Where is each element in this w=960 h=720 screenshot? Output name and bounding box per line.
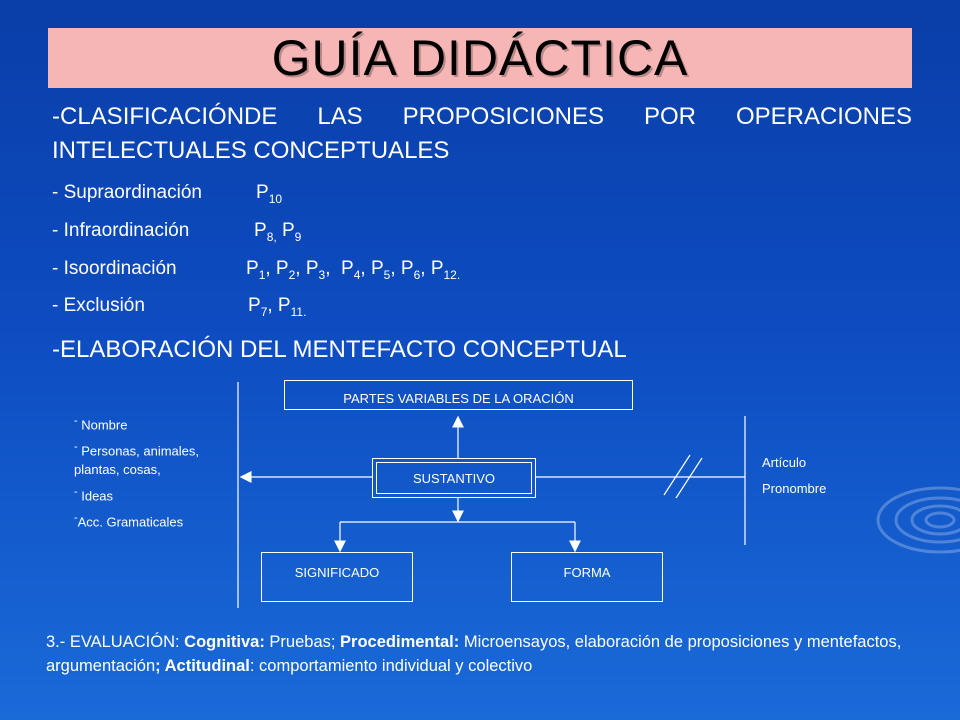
heading-word: -CLASIFICACIÓNDE (52, 103, 278, 130)
mentefacto-heading: -ELABORACIÓN DEL MENTEFACTO CONCEPTUAL (52, 336, 627, 363)
supra-box (284, 380, 633, 410)
evaluation-bold: Cognitiva: (184, 633, 265, 651)
infra-label: FORMA (563, 565, 611, 580)
heading-word: OPERACIONES (735, 103, 912, 130)
page-title: GUÍA DIDÁCTICA (271, 30, 689, 86)
evaluation-part: Pruebas; (264, 633, 341, 651)
evaluation-part: : comportamiento individual y colectivo (249, 657, 533, 675)
iso-item: -Acc. Gramaticales (74, 511, 184, 530)
iso-list (74, 412, 239, 531)
evaluation-text (46, 630, 916, 678)
infra-box-forma (511, 552, 663, 602)
classification-value: $P_{10}$ (256, 182, 283, 206)
evaluation-prefix: 3.- EVALUACIÓN: (46, 633, 185, 651)
iso-item: - Ideas (74, 485, 114, 503)
classification-heading-line2: INTELECTUALES CONCEPTUALES (52, 137, 450, 164)
infra-box-significado (261, 552, 413, 602)
heading-word: PROPOSICIONES (402, 103, 605, 130)
center-box (372, 458, 536, 498)
heading-word: POR (643, 103, 696, 130)
exclusion-item: Artículo (762, 455, 807, 470)
classification-value: $P_7$, $P_{11.}$ (248, 295, 307, 319)
evaluation-part: Microensayos, elaboración de proposiciones y mentefactos, argumentación (46, 633, 902, 675)
iso-item: - Nombre (74, 415, 128, 433)
classification-label: - Infraordinación (52, 220, 190, 241)
classification-value: $P_{8,}$ $P_9$ (254, 220, 302, 244)
classification-value: $P_1$, $P_2$, $P_3$, $P_4$, $P_5$, $P_6$, $P_{12.}$ (246, 258, 461, 282)
supra-label: PARTES VARIABLES DE LA ORACIÓN (343, 391, 574, 406)
evaluation-bold: Procedimental: (340, 633, 460, 651)
iso-item: - Personas, animales, plantas, cosas, (74, 441, 200, 477)
exclusion-item: Pronombre (762, 481, 827, 496)
classification-label: - Supraordinación (52, 182, 202, 203)
classification-label: - Isoordinación (52, 258, 177, 279)
exclusion-list (762, 450, 826, 502)
ripple-decoration (870, 430, 960, 570)
evaluation-bold: ; Actitudinal (155, 657, 250, 675)
heading-word: LAS (317, 103, 363, 130)
infra-label: SIGNIFICADO (294, 565, 380, 580)
center-label: SUSTANTIVO (412, 470, 496, 486)
classification-label: - Exclusión (52, 295, 145, 316)
